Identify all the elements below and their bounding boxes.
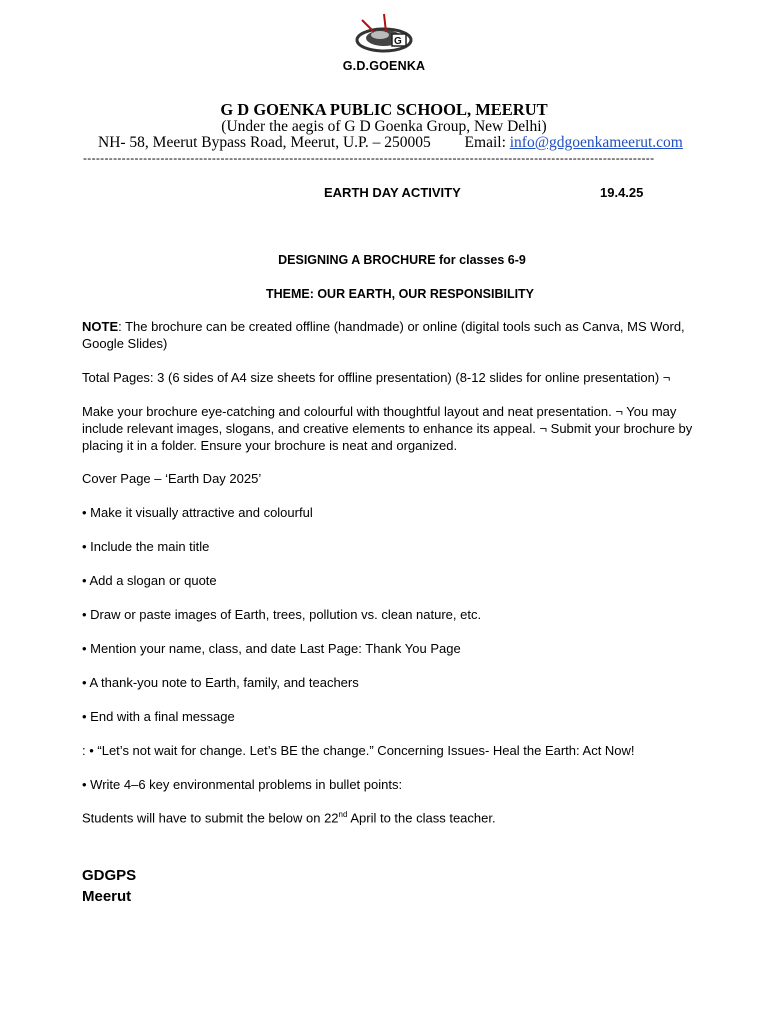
header-divider: ------------------------------------------------------------------------------------------------------------------------------------- bbox=[83, 151, 655, 165]
note-paragraph bbox=[82, 319, 698, 353]
instructions-paragraph: Make your brochure eye-catching and colourful with thoughtful layout and neat presentation. ¬ You may include relevant images, slogans, and creative elements to enhance its appeal. ¬ Submit your brochure by placing it in a folder. Ensure your brochure is neat and organized. bbox=[82, 404, 693, 453]
school-subtitle: (Under the aegis of G D Goenka Group, New Delhi) bbox=[221, 118, 547, 135]
school-address-line bbox=[98, 134, 698, 152]
list-item: • Draw or paste images of Earth, trees, pollution vs. clean nature, etc. bbox=[82, 607, 482, 622]
submission-superscript: nd bbox=[338, 810, 348, 819]
submission-line bbox=[82, 810, 496, 825]
list-item: • End with a final message bbox=[82, 709, 235, 724]
logo-emblem-icon bbox=[340, 10, 430, 60]
school-name: G D GOENKA PUBLIC SCHOOL, MEERUT bbox=[220, 100, 548, 119]
list-item: • Add a slogan or quote bbox=[82, 573, 217, 588]
footer-line-2: Meerut bbox=[82, 888, 132, 905]
activity-date: 19.4.25 bbox=[600, 185, 644, 200]
submission-text-start: Students will have to submit the below on 22 bbox=[82, 810, 339, 826]
list-item: • Write 4–6 key environmental problems in bullet points: bbox=[82, 777, 403, 792]
footer-line-1: GDGPS bbox=[82, 867, 137, 884]
activity-title: EARTH DAY ACTIVITY bbox=[324, 185, 461, 200]
svg-text:G: G bbox=[394, 36, 402, 47]
total-pages-line: Total Pages: 3 (6 sides of A4 size sheets for offline presentation) (8-12 slides for online presentation) ¬ bbox=[82, 370, 671, 385]
email-label: Email: bbox=[464, 134, 506, 151]
brochure-heading: DESIGNING A BROCHURE for classes 6-9 bbox=[278, 253, 526, 267]
note-text: : The brochure can be created offline (handmade) or online (digital tools such as Canva, MS Word, Google Slides) bbox=[82, 319, 685, 351]
cover-page-line: Cover Page – ‘Earth Day 2025’ bbox=[82, 471, 262, 486]
school-address: NH- 58, Meerut Bypass Road, Meerut, U.P. – 250005 bbox=[98, 134, 431, 151]
list-item: : • “Let’s not wait for change. Let’s BE the change.” Concerning Issues- Heal the Earth: Act Now! bbox=[82, 743, 635, 758]
list-item: • Make it visually attractive and colourful bbox=[82, 505, 313, 520]
list-item: • A thank-you note to Earth, family, and teachers bbox=[82, 675, 359, 690]
note-label: NOTE bbox=[82, 319, 119, 334]
email-link[interactable]: info@gdgoenkameerut.com bbox=[509, 134, 683, 151]
logo-wordmark: G.D.GOENKA bbox=[342, 59, 426, 73]
school-logo bbox=[0, 10, 768, 76]
submission-text-end: April to the class teacher. bbox=[347, 810, 496, 826]
list-item: • Mention your name, class, and date Last Page: Thank You Page bbox=[82, 641, 461, 656]
theme-heading: THEME: OUR EARTH, OUR RESPONSIBILITY bbox=[265, 287, 535, 301]
list-item: • Include the main title bbox=[82, 539, 210, 554]
